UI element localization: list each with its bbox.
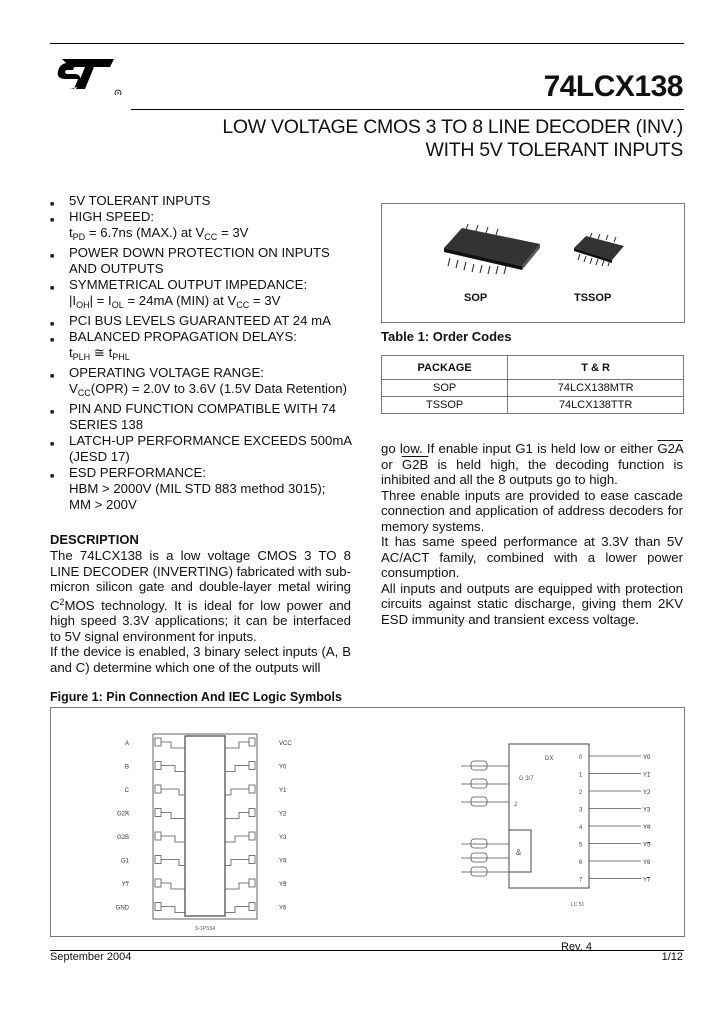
iec-output-label-y4: Y4 [643, 825, 651, 831]
tssop-package-image [570, 232, 630, 272]
description-paragraph: The 74LCX138 is a low voltage CMOS 3 TO 8 LINE DECODER (INVERTING) fabricated with sub-micron silicon gate and double-layer metal wiring $C^2MOS$ technology. It is ideal for low power and high speed 3.3V applications; it can be interfaced to 5V signal environment for inputs. [50, 548, 351, 644]
iec-output-label-y0: Y0 [643, 755, 651, 761]
pin-connection [161, 742, 185, 748]
pin-box [249, 879, 255, 887]
pin-label-vcc: VCC [279, 741, 292, 747]
svg-text:DX: DX [545, 756, 554, 762]
description-paragraph: All inputs and outputs are equipped with protection circuits against static discharge, giving them 2KV ESD immunity and transient excess voltage. [381, 580, 683, 627]
header-rule [50, 43, 684, 44]
footer-page: 1/12 [661, 951, 683, 963]
feature-item: ■ PIN AND FUNCTION COMPATIBLE WITH 74 SERIES 138 [50, 401, 336, 432]
column-header: PACKAGE [382, 356, 508, 380]
table-header-row [382, 356, 684, 380]
feature-item: ■ BALANCED PROPAGATION DELAYS: $t_{PLH}$ ≅ $t_{PHL}$ [50, 329, 297, 362]
pin-label-gnd: GND [115, 905, 129, 912]
pin-connection [161, 883, 185, 889]
svg-text:G 3/7: G 3/7 [519, 776, 534, 782]
footer-revision: Rev. 4 [561, 941, 592, 953]
pin-connection [225, 742, 249, 748]
feature-item: ■ HIGH SPEED: $t_{PD} = 6.7ns$ (MAX.) at $V_{CC} = 3V$ [50, 209, 249, 242]
table-row [382, 380, 684, 397]
iec-output-index: 2 [579, 790, 583, 796]
iec-output-label-y6: Y6 [643, 860, 651, 866]
column-header: T & R [508, 356, 684, 380]
iec-pin-number-box [471, 867, 487, 876]
st-logo [52, 55, 122, 95]
iec-output-label-y1: Y1 [643, 772, 651, 779]
iec-output-index: 7 [579, 877, 583, 884]
iec-pin-number-box [471, 853, 487, 862]
sop-package-image [436, 222, 546, 277]
pin-connection [161, 836, 185, 842]
feature-item: ■ LATCH-UP PERFORMANCE EXCEEDS 500mA (JESD 17) [50, 433, 352, 464]
pin-connection [225, 789, 249, 795]
pin-connection [225, 836, 249, 842]
pin-box [249, 738, 255, 746]
svg-text:S-1PS54: S-1PS54 [195, 926, 216, 932]
svg-text:R: R [116, 90, 120, 95]
pin-label-y6: Y6 [279, 905, 287, 912]
pin-label-y1: Y1 [279, 788, 287, 794]
title-rule [131, 109, 684, 110]
pin-connection [161, 907, 185, 913]
order-table-title: Table 1: Order Codes [381, 329, 512, 344]
pin-box [155, 856, 161, 864]
pin-label-y0: Y0 [279, 764, 287, 771]
iec-output-index: 6 [579, 860, 583, 866]
svg-text:&: & [516, 848, 522, 857]
pin-label-g2b: G2B [116, 835, 129, 841]
pin-label-g1: G1 [120, 858, 129, 865]
description-paragraph: Three enable inputs are provided to ease cascade connection and application of address decoders for memory systems. [381, 487, 683, 534]
pin-box [155, 738, 161, 746]
iec-output-index: 4 [579, 825, 583, 831]
pin-connection [225, 907, 249, 913]
feature-item: ■ PCI BUS LEVELS GUARANTEED AT 24 mA [50, 313, 331, 328]
pin-connection [161, 813, 185, 819]
pin-connection [161, 860, 185, 866]
description-paragraph: It has same speed performance at 3.3V than 5V AC/ACT family, combined with a lower power consumption. [381, 534, 683, 580]
part-number: 74LCX138 [543, 70, 683, 103]
pin-box [155, 903, 161, 911]
pin-label-y5: Y5 [279, 882, 287, 888]
feature-item: ■ POWER DOWN PROTECTION ON INPUTS AND OUTPUTS [50, 245, 330, 276]
feature-item: ■ ESD PERFORMANCE: HBM > 2000V (MIL STD 883 method 3015); MM > 200V [50, 465, 326, 512]
table-cell: 74LCX138MTR [508, 380, 684, 397]
svg-text:LC 51: LC 51 [571, 902, 585, 908]
iec-output-label-y2: Y2 [643, 790, 651, 796]
pin-box [155, 809, 161, 817]
pin-box [155, 879, 161, 887]
table-cell: SOP [382, 380, 508, 397]
title-line-1: LOW VOLTAGE CMOS 3 TO 8 LINE DECODER (INV.) [222, 116, 683, 138]
pin-box [155, 785, 161, 793]
iec-output-label-y5: Y5 [643, 842, 651, 849]
iec-output-index: 5 [579, 842, 583, 849]
order-codes-table [381, 355, 684, 414]
iec-pin-number-box [471, 779, 487, 788]
pin-label-y3: Y3 [279, 835, 287, 841]
iec-output-index: 0 [579, 755, 583, 761]
pin-box [249, 903, 255, 911]
footer-date: September 2004 [50, 951, 132, 963]
pin-box [155, 832, 161, 840]
pin-box [249, 785, 255, 793]
iec-output-label-y3: Y3 [643, 807, 651, 814]
title-line-2: WITH 5V TOLERANT INPUTS [425, 139, 683, 161]
pin-connection [225, 860, 249, 866]
sop-label: SOP [464, 292, 488, 304]
pin-label-y4: Y4 [279, 858, 287, 865]
pin-connection-diagram [111, 726, 311, 936]
pin-connection [161, 789, 185, 795]
feature-item: ■ SYMMETRICAL OUTPUT IMPEDANCE: $|I_{OH}| = I_{OL} = 24mA$ (MIN) at $V_{CC} = 3V$ [50, 277, 308, 310]
tssop-label: TSSOP [574, 292, 612, 304]
iec-pin-number-box [471, 797, 487, 806]
document-title [222, 116, 683, 162]
iec-output-index: 1 [579, 772, 583, 779]
description-right [381, 441, 683, 627]
table-cell: 74LCX138TTR [508, 397, 684, 414]
pin-label-y7: Y7 [121, 882, 129, 888]
features-list [50, 193, 360, 513]
figure-title: Figure 1: Pin Connection And IEC Logic Symbols [50, 690, 342, 704]
pin-box [249, 832, 255, 840]
svg-text:2: 2 [514, 802, 518, 808]
iec-output-label-y7: Y7 [643, 877, 651, 884]
description-paragraph: go low. If enable input G1 is held low or either G2A or G2B is held high, the decoding function is inhibited and all the 8 outputs go to high. [381, 441, 683, 487]
pin-label-y2: Y2 [279, 811, 287, 818]
table-row [382, 397, 684, 414]
pin-label-b: B [124, 764, 129, 771]
description-paragraph: If the device is enabled, 3 binary select inputs (A, B and C) determine which one of the outputs will [50, 644, 351, 675]
iec-logic-symbol [441, 738, 661, 918]
pin-connection [225, 813, 249, 819]
pin-label-g2a: G2A [116, 811, 129, 818]
iec-output-index: 3 [579, 807, 583, 814]
pin-box [249, 762, 255, 770]
pin-connection [225, 766, 249, 772]
table-cell: TSSOP [382, 397, 508, 414]
pin-label-a: A [124, 741, 129, 747]
package-images [381, 203, 685, 323]
description-heading: DESCRIPTION [50, 532, 139, 547]
figure-box [50, 707, 685, 937]
pin-box [155, 762, 161, 770]
pin-label-c: C [124, 788, 129, 794]
feature-item: ■ OPERATING VOLTAGE RANGE: $V_{CC}(OPR) = 2.0V$ to 3.6V (1.5V Data Retention) [50, 365, 347, 398]
feature-item: ■ 5V TOLERANT INPUTS [50, 193, 211, 208]
iec-pin-number-box [471, 839, 487, 848]
pin-box [249, 856, 255, 864]
pin-connection [225, 883, 249, 889]
iec-pin-number-box [471, 761, 487, 770]
description-left [50, 548, 351, 675]
pin-box [249, 809, 255, 817]
pin-connection [161, 766, 185, 772]
